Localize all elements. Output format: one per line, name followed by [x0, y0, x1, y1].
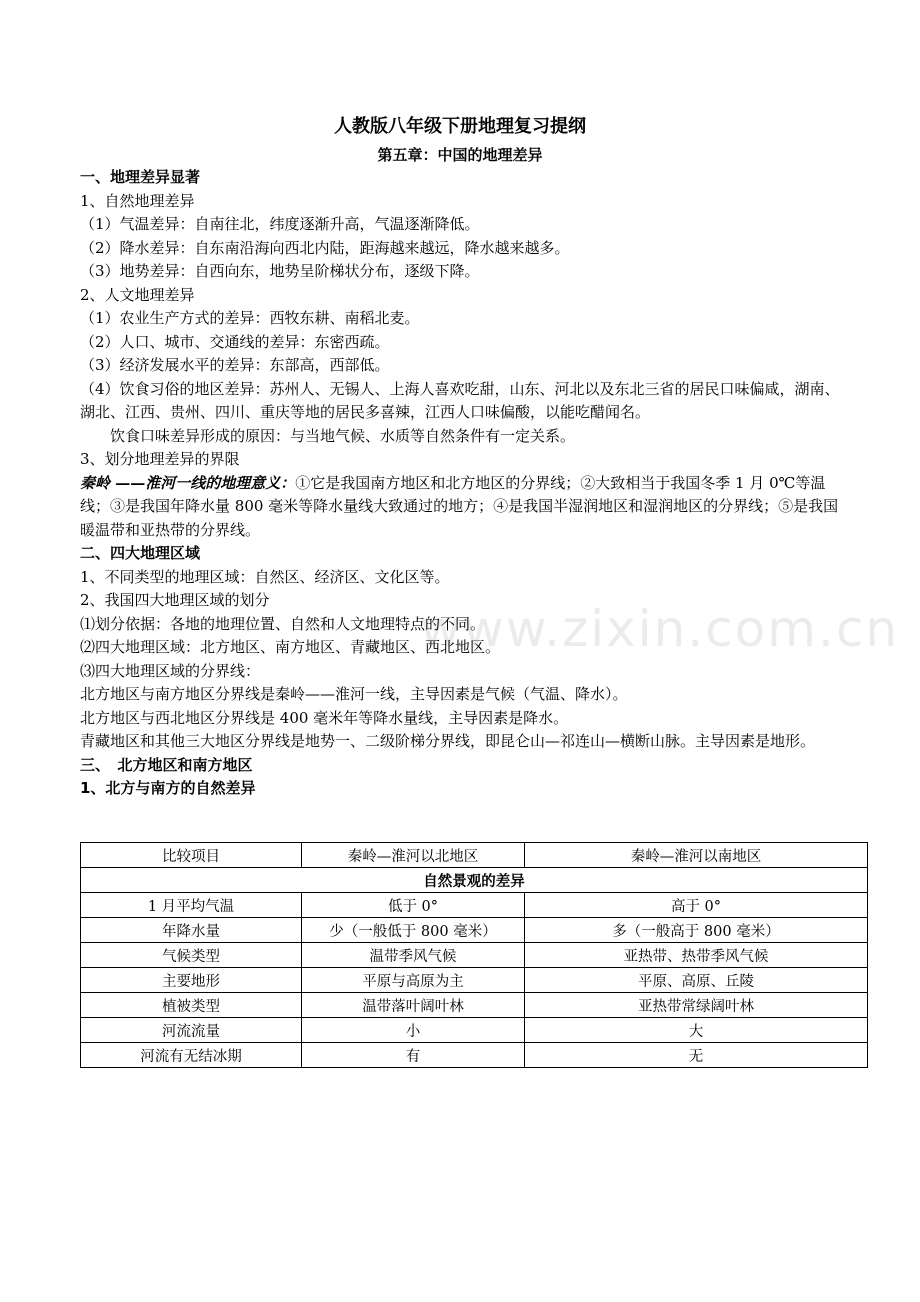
qinling-label: 秦岭 ——淮河一线的地理意义：: [80, 473, 296, 492]
paragraph-qinling-huaihe: [80, 472, 840, 543]
qinling-text: ①它是我国南方地区和北方地区的分界线；②大致相当于我国冬季 1 月 0℃等温线；③是我国年降水量 800 毫米等降水量线大致通过的地方；④是我国半湿润地区和湿润地区的分界线；⑤是我国暖温带和亚热带的分界线。: [80, 473, 839, 539]
subheading-natural-differences: 1、自然地理差异: [80, 191, 195, 210]
subheading-human-differences: 2、人文地理差异: [80, 285, 195, 304]
paragraph-region-division: 2、我国四大地理区域的划分: [80, 591, 270, 609]
paragraph-north-northwest-boundary: 北方地区与西北地区分界线是 400 毫米年等降水量线，主导因素是降水。: [80, 708, 569, 727]
paragraph-four-regions: ⑵四大地理区域：北方地区、南方地区、青藏地区、西北地区。: [80, 638, 501, 656]
table-cell: 无: [525, 1043, 868, 1068]
table-cell: 温带落叶阔叶林: [302, 993, 525, 1018]
table-header-row: [81, 843, 868, 868]
table-cell: 大: [525, 1018, 868, 1043]
section-heading-2: 二、四大地理区域: [80, 544, 201, 562]
table-cell: 平原与高原为主: [302, 968, 525, 993]
paragraph-north-south-boundary: 北方地区与南方地区分界线是秦岭——淮河一线，主导因素是气候（气温、降水）。: [80, 685, 628, 703]
table-cell: 小: [302, 1018, 525, 1043]
table-row: [81, 968, 868, 993]
paragraph-diet: （4）饮食习俗的地区差异：苏州人、无锡人、上海人喜欢吃甜，山东、河北以及东北三省的居民口味偏咸，湖南、湖北、江西、贵州、四川、重庆等地的居民多喜辣，江西人口味偏酸，以能吃醋闻名。: [80, 379, 840, 421]
paragraph-region-types: 1、不同类型的地理区域：自然区、经济区、文化区等。: [80, 567, 450, 586]
table-row: [81, 993, 868, 1018]
table-cell: 少（一般低于 800 毫米）: [302, 918, 525, 943]
section-heading-1: 一、地理差异显著: [80, 168, 201, 186]
table-row: [81, 893, 868, 918]
table-cell: 植被类型: [81, 993, 302, 1018]
table-cell: 亚热带、热带季风气候: [525, 943, 868, 968]
section-heading-3: 三、 北方地区和南方地区: [80, 755, 253, 774]
paragraph-terrain: （3）地势差异：自西向东，地势呈阶梯状分布，逐级下降。: [80, 262, 480, 280]
table-header-cell: 秦岭—淮河以北地区: [302, 843, 525, 868]
table-row: [81, 943, 868, 968]
table-header-cell: 比较项目: [81, 843, 302, 868]
table-cell: 亚热带常绿阔叶林: [525, 993, 868, 1018]
table-cell: 有: [302, 1043, 525, 1068]
chapter-title: 第五章：中国的地理差异: [377, 146, 543, 164]
table-row: [81, 918, 868, 943]
table-cell: 多（一般高于 800 毫米）: [525, 918, 868, 943]
table-cell: 1 月平均气温: [81, 893, 302, 918]
paragraph-agriculture: （1）农业生产方式的差异：西牧东耕、南稻北麦。: [80, 309, 420, 327]
table-cell: 低于 0°: [302, 893, 525, 918]
comparison-table: [80, 842, 868, 1068]
table-row: [81, 1018, 868, 1043]
table-cell: 主要地形: [81, 968, 302, 993]
paragraph-qingzang-boundary: 青藏地区和其他三大地区分界线是地势一、二级阶梯分界线，即昆仑山—祁连山—横断山脉。主导因素是地形。: [80, 732, 816, 750]
paragraph-precipitation: （2）降水差异：自东南沿海向西北内陆，距海越来越远，降水越来越多。: [80, 238, 570, 257]
table-section-title: 自然景观的差异: [81, 868, 868, 893]
table-row: [81, 1043, 868, 1068]
table-cell: 平原、高原、丘陵: [525, 968, 868, 993]
table-cell: 河流有无结冰期: [81, 1043, 302, 1068]
paragraph-population: （2）人口、城市、交通线的差异：东密西疏。: [80, 332, 390, 351]
table-cell: 年降水量: [81, 918, 302, 943]
table-header-cell: 秦岭—淮河以南地区: [525, 843, 868, 868]
watermark: www.zixin.com.cn: [420, 600, 900, 658]
paragraph-boundaries-heading: ⑶四大地理区域的分界线：: [80, 661, 261, 680]
page-title: 人教版八年级下册地理复习提纲: [334, 116, 586, 137]
paragraph-temperature: （1）气温差异：自南往北，纬度逐渐升高，气温逐渐降低。: [80, 215, 480, 233]
table-cell: 高于 0°: [525, 893, 868, 918]
table-cell: 气候类型: [81, 943, 302, 968]
subheading-north-south-natural: 1、北方与南方的自然差异: [80, 779, 256, 797]
table-cell: 河流流量: [81, 1018, 302, 1043]
outline-content: [80, 166, 840, 801]
subheading-boundary: 3、划分地理差异的界限: [80, 450, 240, 468]
paragraph-division-basis: ⑴划分依据：各地的地理位置、自然和人文地理特点的不同。: [80, 614, 486, 633]
table-cell: 温带季风气候: [302, 943, 525, 968]
paragraph-diet-reason: 饮食口味差异形成的原因：与当地气候、水质等自然条件有一定关系。: [110, 426, 576, 445]
table-section-row: [81, 868, 868, 893]
paragraph-economy: （3）经济发展水平的差异：东部高，西部低。: [80, 356, 390, 374]
